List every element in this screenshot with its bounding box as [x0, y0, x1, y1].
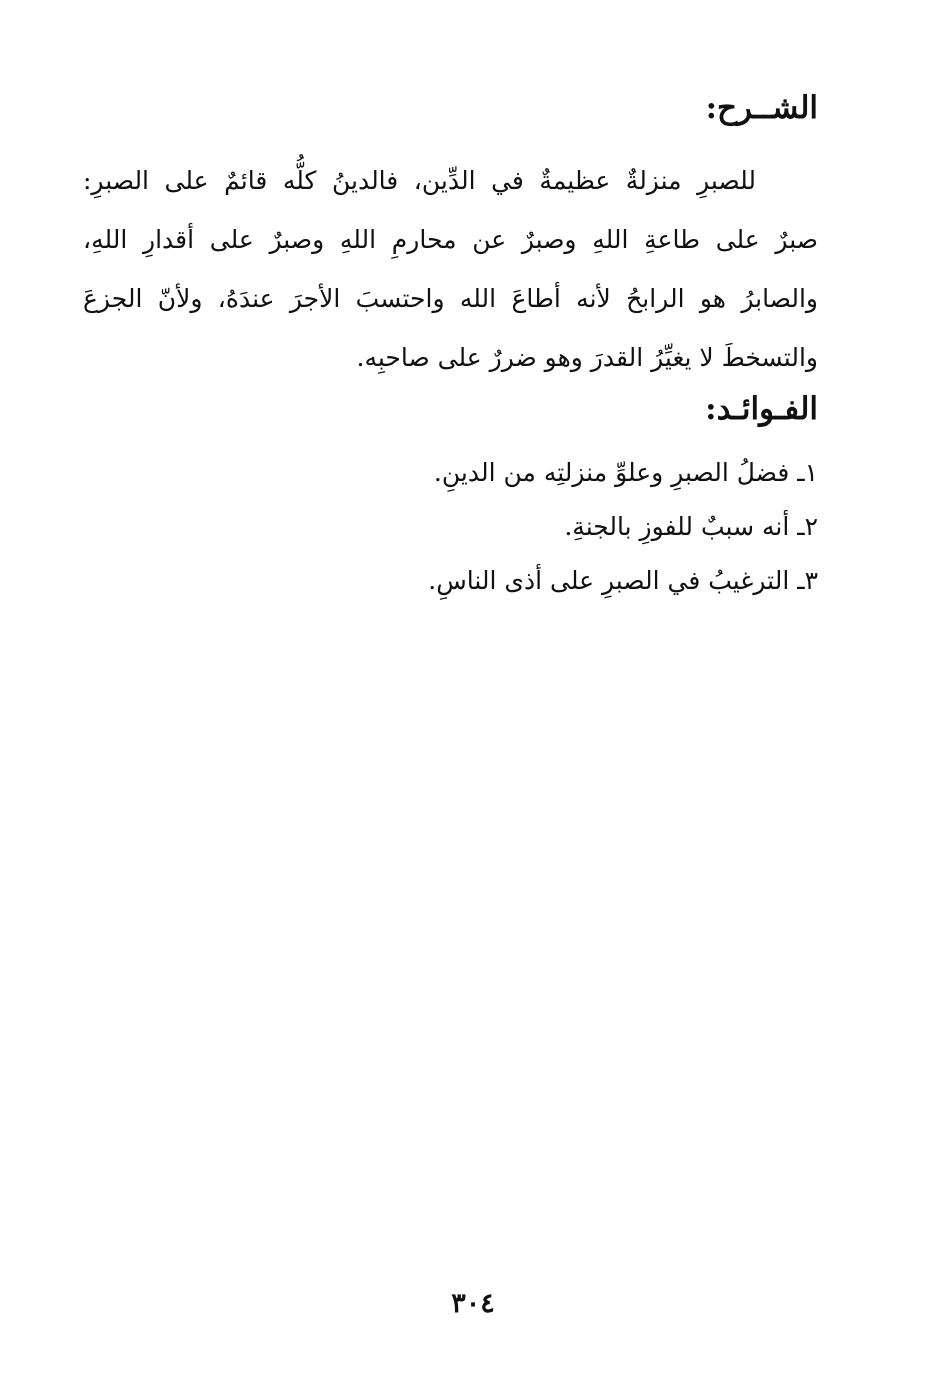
paragraph-line-2: صبرٌ على طاعةِ اللهِ وصبرٌ عن محارمِ اللهِ وصبرٌ على أقدارِ اللهِ،	[83, 225, 818, 254]
benefits-heading: الفـوائـد:	[705, 391, 818, 427]
benefit-item-1: ١ـ فضلُ الصبرِ وعلوِّ منزلتِه من الدينِ.	[433, 458, 818, 487]
explanation-paragraph	[83, 151, 818, 387]
benefit-item-3: ٣ـ الترغيبُ في الصبرِ على أذى الناسِ.	[428, 566, 818, 595]
paragraph-line-4: والتسخطَ لا يغيِّرُ القدرَ وهو ضررٌ على صاحبِه.	[356, 343, 818, 372]
benefits-list	[428, 446, 818, 608]
paragraph-line-1: للصبرِ منزلةٌ عظيمةٌ في الدِّين، فالدينُ كلُّه قائمٌ على الصبرِ:	[83, 166, 756, 195]
page-number: ٣٠٤	[451, 1288, 495, 1319]
paragraph-line-3: والصابرُ هو الرابحُ لأنه أطاعَ الله واحتسبَ الأجرَ عندَهُ، ولأنّ الجزعَ	[83, 284, 818, 313]
explanation-heading: الشــرح:	[705, 90, 818, 126]
benefit-item-2: ٢ـ أنه سببٌ للفوزِ بالجنةِ.	[564, 512, 818, 541]
